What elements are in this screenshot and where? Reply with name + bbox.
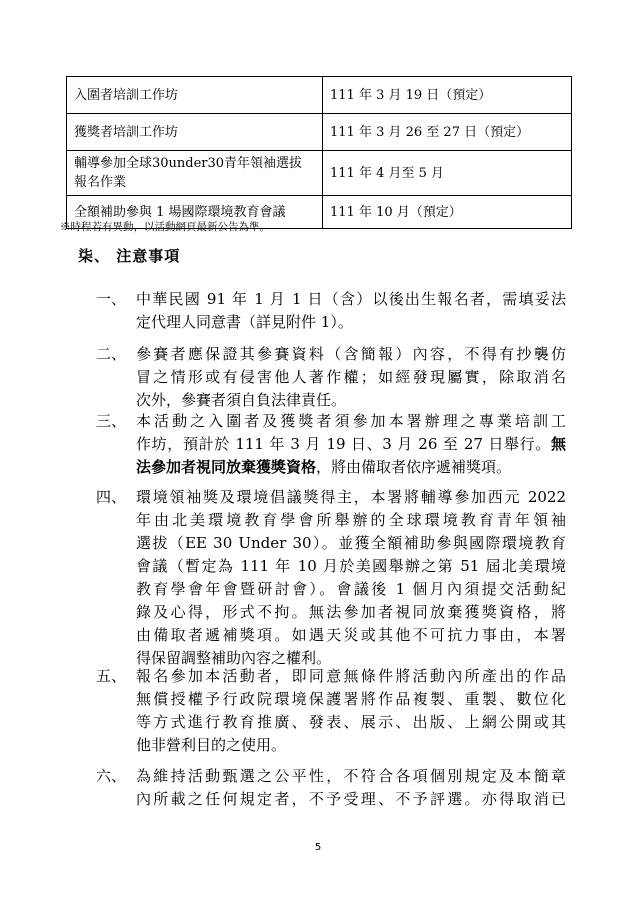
item-line: 本活動之入圍者及獲獎者須參加本署辦理之專業培訓工	[136, 412, 566, 430]
item-emphasis: 無	[550, 435, 566, 453]
item-line: 由備取者遞補獎項。如遇天災或其他不可抗力事由，本署	[136, 626, 566, 644]
schedule-note: ※時程若有異動，以活動網頁最新公告為準。	[60, 221, 270, 233]
table-row	[67, 151, 572, 196]
notice-item	[96, 765, 566, 811]
item-number: 五、	[96, 667, 127, 685]
notice-item	[96, 486, 566, 670]
item-number: 一、	[96, 290, 127, 308]
event-cell	[67, 151, 323, 196]
date-cell: 111 年 10 月（預定）	[323, 196, 572, 229]
page-number: 5	[314, 842, 322, 853]
notice-item	[96, 343, 566, 412]
item-line: 定代理人同意書（詳見附件 1）。	[136, 313, 353, 331]
item-number: 二、	[96, 345, 127, 363]
schedule-table	[66, 76, 572, 229]
notice-item	[96, 288, 566, 334]
item-line: 錄及心得，形式不拘。無法參加者視同放棄獲獎資格，將	[136, 603, 566, 621]
table-row	[67, 77, 572, 114]
item-line: 年由北美環境教育學會所舉辦的全球環境教育青年領袖	[136, 511, 566, 529]
item-text: 作坊，預計於 111 年 3 月 19 日、3 月 26 至 27 日舉行。	[136, 435, 551, 453]
item-line: 選拔（EE 30 Under 30）。並獲全額補助參與國際環境教育	[136, 534, 566, 552]
event-line: 輔導參加全球30under30青年領袖選拔	[74, 156, 303, 171]
date-cell: 111 年 4 月至 5 月	[323, 151, 572, 196]
item-line: 參賽者應保證其參賽資料（含簡報）內容，不得有抄襲仿	[136, 345, 566, 363]
item-line: 內所載之任何規定者，不予受理、不予評選。亦得取消已	[136, 790, 566, 808]
section-heading: 柒、 注意事項	[78, 247, 181, 265]
item-number: 四、	[96, 488, 127, 506]
item-line: 無償授權予行政院環境保護署將作品複製、重製、數位化	[136, 690, 566, 708]
table-row	[67, 114, 572, 151]
item-line: 中華民國 91 年 1 月 1 日（含）以後出生報名者，需填妥法	[136, 290, 566, 308]
event-cell: 獲獎者培訓工作坊	[67, 114, 323, 151]
item-line	[96, 433, 566, 456]
item-line: 報名參加本活動者，即同意無條件將活動內所產出的作品	[136, 667, 566, 685]
date-cell: 111 年 3 月 19 日（預定）	[323, 77, 572, 114]
event-cell: 全額補助參與 1 場國際環境教育會議	[67, 196, 323, 229]
item-number: 三、	[96, 412, 127, 430]
notice-item	[96, 410, 566, 479]
notice-item	[96, 665, 566, 757]
event-line: 報名作業	[74, 175, 127, 190]
date-cell: 111 年 3 月 26 至 27 日（預定）	[323, 114, 572, 151]
item-line: 冒之情形或有侵害他人著作權；如經發現屬實，除取消名	[136, 368, 566, 386]
item-line: 次外，參賽者須自負法律責任。	[136, 391, 347, 409]
item-line: 得保留調整補助內容之權利。	[136, 649, 332, 667]
item-line: 為維持活動甄選之公平性，不符合各項個別規定及本簡章	[136, 767, 566, 785]
item-line: 他非營利目的之使用。	[136, 736, 287, 754]
item-line: 教育學會年會暨研討會）。會議後 1 個月內須提交活動紀	[136, 580, 566, 598]
item-line: 會議（暫定為 111 年 10 月於美國舉辦之第 51 屆北美環境	[136, 557, 566, 575]
item-line: 等方式進行教育推廣、發表、展示、出版、上網公開或其	[136, 713, 566, 731]
event-cell: 入圍者培訓工作坊	[67, 77, 323, 114]
item-text: ，將由備取者依序遞補獎項。	[316, 458, 512, 476]
item-line	[96, 456, 566, 479]
item-number: 六、	[96, 767, 127, 785]
item-line: 環境領袖獎及環境倡議獎得主，本署將輔導參加西元 2022	[136, 488, 566, 506]
item-emphasis: 法參加者視同放棄獲獎資格	[136, 458, 317, 476]
